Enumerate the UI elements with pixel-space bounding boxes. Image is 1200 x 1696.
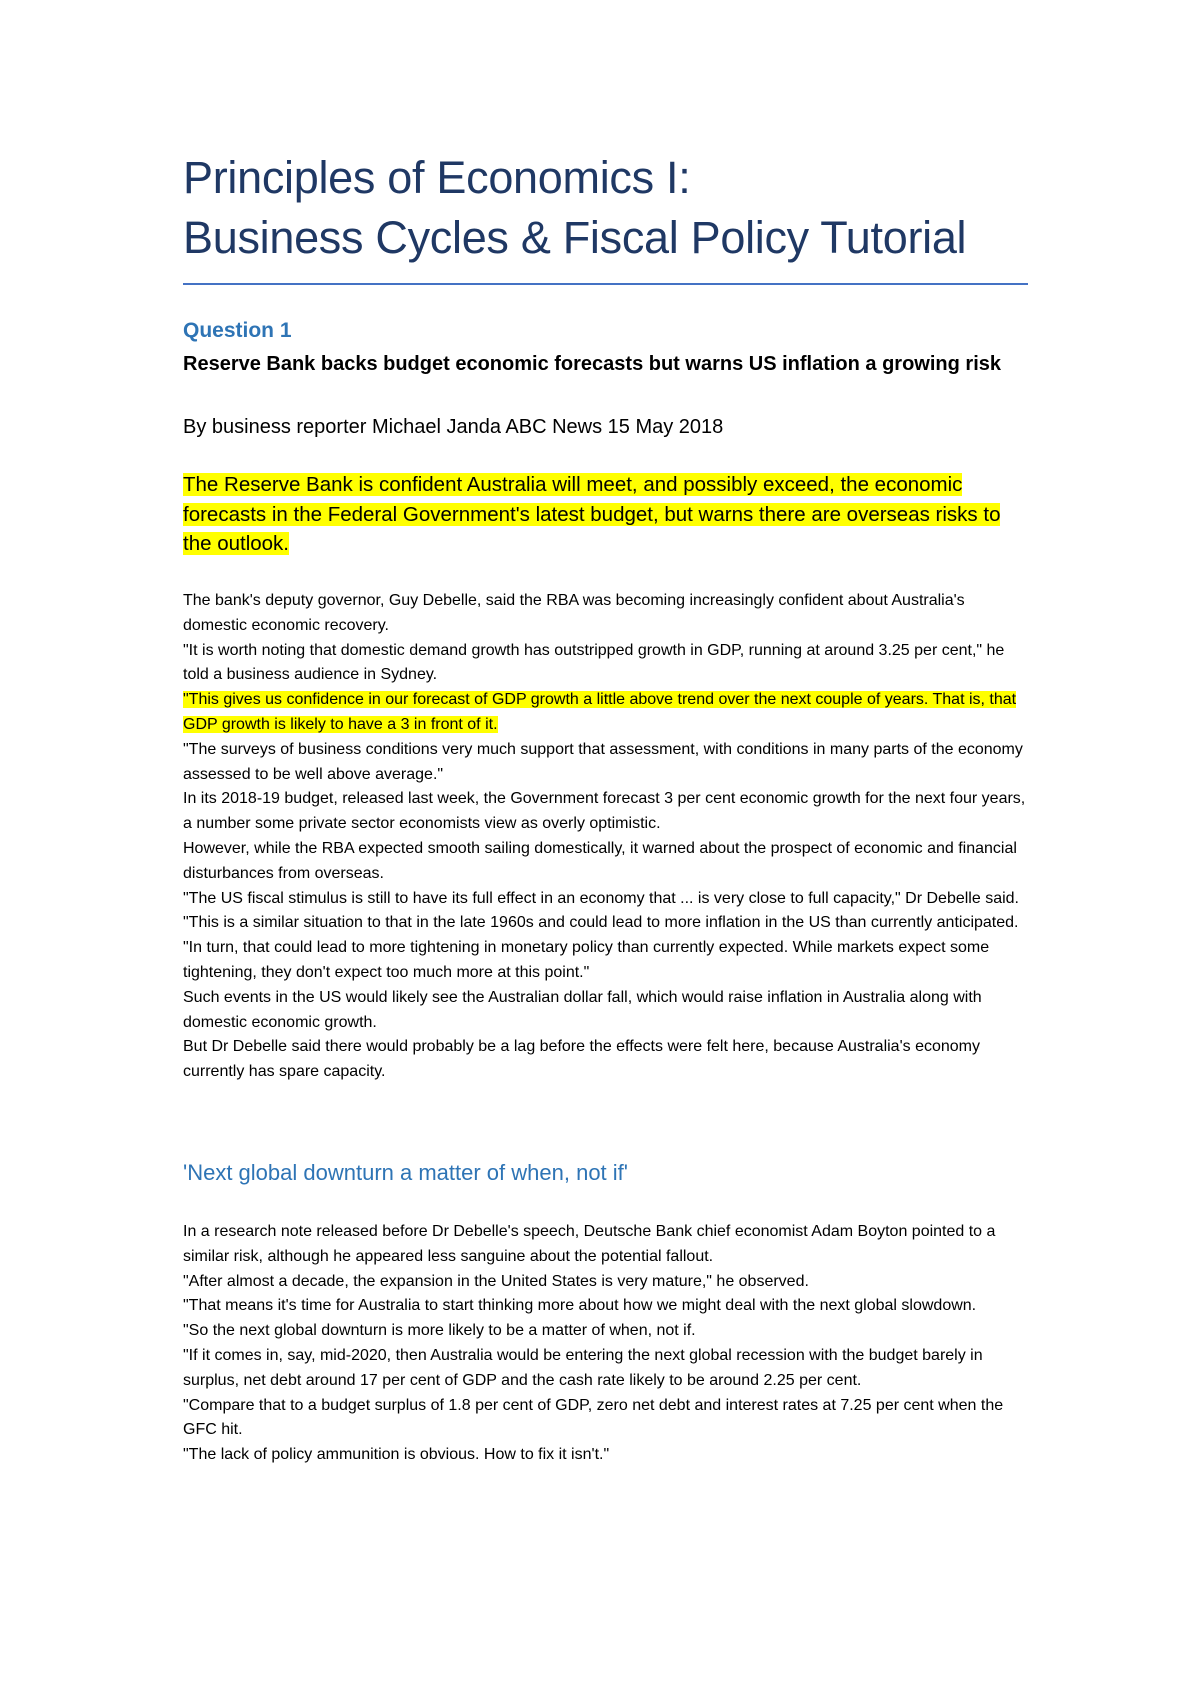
article-section-1 <box>183 589 1028 1085</box>
lede-highlighted-text: The Reserve Bank is confident Australia will meet, and possibly exceed, the economic forecasts in the Federal Government's latest budget, but warns there are overseas risks to the outlook. <box>183 473 1001 555</box>
paragraph: "That means it's time for Australia to start thinking more about how we might deal with the next global slowdown. <box>183 1297 977 1315</box>
paragraph: "Compare that to a budget surplus of 1.8 per cent of GDP, zero net debt and interest rates at 7.25 per cent when the GFC hit. <box>183 1396 1004 1439</box>
article-lede <box>183 470 1028 559</box>
highlighted-quote: "This gives us confidence in our forecast of GDP growth a little above trend over the next couple of years. That is, that GDP growth is likely to have a 3 in front of it. <box>183 691 1017 733</box>
paragraph: "It is worth noting that domestic demand growth has outstripped growth in GDP, running at around 3.25 per cent," he told a business audience in Sydney. <box>183 641 1005 684</box>
title-line-2: Business Cycles & Fiscal Policy Tutorial <box>183 212 967 263</box>
paragraph: "The US fiscal stimulus is still to have its full effect in an economy that ... is very close to full capacity," Dr Debelle said. <box>183 889 1019 907</box>
highlighted-quote-paragraph <box>183 688 1028 738</box>
title-underline-rule <box>183 283 1028 285</box>
paragraph: In a research note released before Dr Debelle's speech, Deutsche Bank chief economist Adam Boyton pointed to a similar risk, although he appeared less sanguine about the potential fallout. <box>183 1223 996 1265</box>
paragraph: "After almost a decade, the expansion in the United States is very mature," he observed. <box>183 1272 809 1290</box>
paragraph: "The lack of policy ammunition is obvious. How to fix it isn't." <box>183 1446 610 1464</box>
paragraph: The bank's deputy governor, Guy Debelle, said the RBA was becoming increasingly confident about Australia's domestic economic recovery. <box>183 592 965 634</box>
section-subheading: 'Next global downturn a matter of when, not if' <box>183 1160 628 1185</box>
paragraph: "In turn, that could lead to more tightening in monetary policy than currently expected. While markets expect some tightening, they don't expect too much more at this point." <box>183 939 990 981</box>
paragraph: "The surveys of business conditions very much support that assessment, with conditions in many parts of the economy assessed to be well above average." <box>183 740 1023 783</box>
article-byline: By business reporter Michael Janda ABC News 15 May 2018 <box>183 416 724 438</box>
paragraph: "This is a similar situation to that in the late 1960s and could lead to more inflation in the US than currently anticipated. <box>183 914 1019 932</box>
paragraph: But Dr Debelle said there would probably be a lag before the effects were felt here, because Australia's economy currently has spare capacity. <box>183 1038 980 1081</box>
article-section-2 <box>183 1220 1028 1468</box>
paragraph: "If it comes in, say, mid-2020, then Australia would be entering the next global recession with the budget barely in surplus, net debt around 17 per cent of GDP and the cash rate likely to be around 2.25 per cent. <box>183 1346 983 1389</box>
paragraph: In its 2018-19 budget, released last week, the Government forecast 3 per cent economic growth for the next four years, a number some private sector economists view as overly optimistic. <box>183 790 1026 833</box>
paragraph: However, while the RBA expected smooth sailing domestically, it warned about the prospect of economic and financial disturbances from overseas. <box>183 839 1017 882</box>
paragraph: Such events in the US would likely see the Australian dollar fall, which would raise inflation in Australia along with domestic economic growth. <box>183 988 982 1031</box>
document-title <box>183 148 1028 268</box>
paragraph: "So the next global downturn is more likely to be a matter of when, not if. <box>183 1322 696 1340</box>
title-line-1: Principles of Economics I: <box>183 152 691 203</box>
question-heading: Question 1 <box>183 319 292 342</box>
article-headline: Reserve Bank backs budget economic forecasts but warns US inflation a growing risk <box>183 353 1001 375</box>
